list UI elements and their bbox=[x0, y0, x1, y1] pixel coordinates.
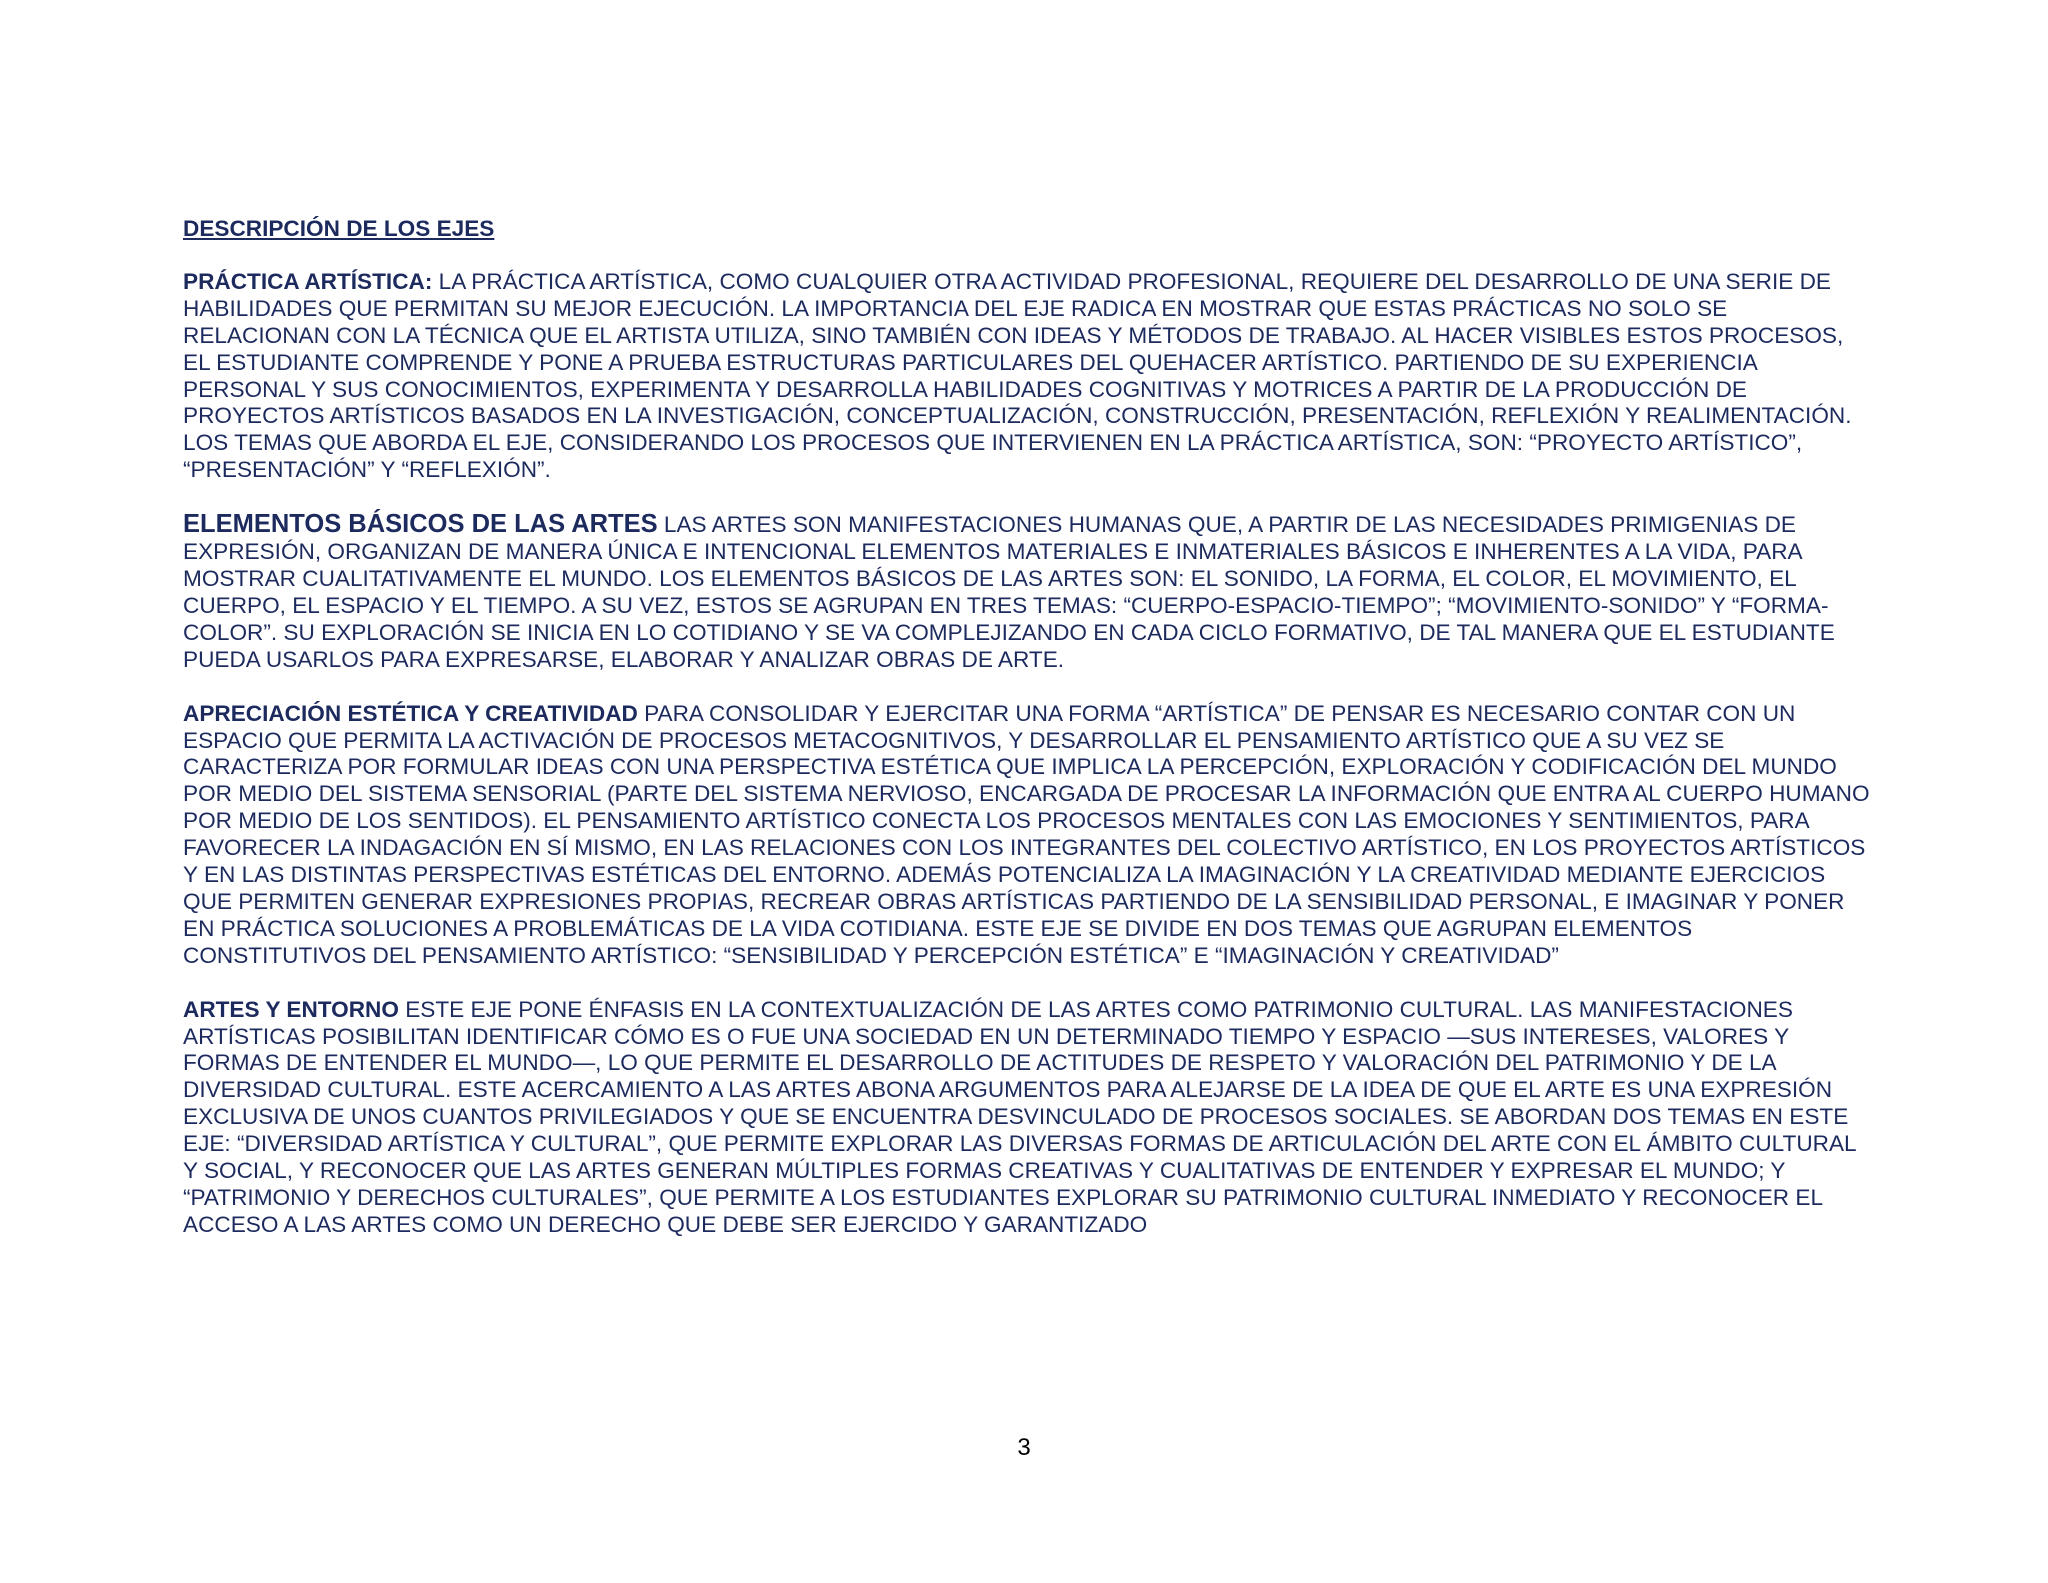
section-title: ELEMENTOS BÁSICOS DE LAS ARTES bbox=[183, 510, 658, 539]
page-number: 3 bbox=[1017, 1434, 1031, 1461]
document-content bbox=[183, 216, 1873, 1266]
section-body: ESTE EJE PONE ÉNFASIS EN LA CONTEXTUALIZACIÓN DE LAS ARTES COMO PATRIMONIO CULTURAL. LAS MANIFESTACIONES ARTÍSTICAS POSIBILITAN IDENTIFICAR CÓMO ES O FUE UNA SOCIEDAD EN UN DETERMINADO TIEMPO Y ESPACIO —SUS INTERESES, VALORES Y FORMAS DE ENTENDER EL MUNDO—, LO QUE PERMITE EL DESARROLLO DE ACTITUDES DE RESPETO Y VALORACIÓN DEL PATRIMONIO Y DE LA DIVERSIDAD CULTURAL. ESTE ACERCAMIENTO A LAS ARTES ABONA ARGUMENTOS PARA ALEJARSE DE LA IDEA DE QUE EL ARTE ES UNA EXPRESIÓN EXCLUSIVA DE UNOS CUANTOS PRIVILEGIADOS Y QUE SE ENCUENTRA DESVINCULADO DE PROCESOS SOCIALES. SE ABORDAN DOS TEMAS EN ESTE EJE: “DIVERSIDAD ARTÍSTICA Y CULTURAL”, QUE PERMITE EXPLORAR LAS DIVERSAS FORMAS DE ARTICULACIÓN DEL ARTE CON EL ÁMBITO CULTURAL Y SOCIAL, Y RECONOCER QUE LAS ARTES GENERAN MÚLTIPLES FORMAS CREATIVAS Y CUALITATIVAS DE ENTENDER Y EXPRESAR EL MUNDO; Y “PATRIMONIO Y DERECHOS CULTURALES”, QUE PERMITE A LOS ESTUDIANTES EXPLORAR SU PATRIMONIO CULTURAL INMEDIATO Y RECONOCER EL ACCESO A LAS ARTES COMO UN DERECHO QUE DEBE SER EJERCIDO Y GARANTIZADO bbox=[183, 996, 1856, 1237]
section-title: ARTES Y ENTORNO bbox=[183, 996, 399, 1022]
section-practica-artistica bbox=[183, 269, 1873, 484]
section-body: LA PRÁCTICA ARTÍSTICA, COMO CUALQUIER OTRA ACTIVIDAD PROFESIONAL, REQUIERE DEL DESARROLLO DE UNA SERIE DE HABILIDADES QUE PERMITAN SU MEJOR EJECUCIÓN. LA IMPORTANCIA DEL EJE RADICA EN MOSTRAR QUE ESTAS PRÁCTICAS NO SOLO SE RELACIONAN CON LA TÉCNICA QUE EL ARTISTA UTILIZA, SINO TAMBIÉN CON IDEAS Y MÉTODOS DE TRABAJO. AL HACER VISIBLES ESTOS PROCESOS, EL ESTUDIANTE COMPRENDE Y PONE A PRUEBA ESTRUCTURAS PARTICULARES DEL QUEHACER ARTÍSTICO. PARTIENDO DE SU EXPERIENCIA PERSONAL Y SUS CONOCIMIENTOS, EXPERIMENTA Y DESARROLLA HABILIDADES COGNITIVAS Y MOTRICES A PARTIR DE LA PRODUCCIÓN DE PROYECTOS ARTÍSTICOS BASADOS EN LA INVESTIGACIÓN, CONCEPTUALIZACIÓN, CONSTRUCCIÓN, PRESENTACIÓN, REFLEXIÓN Y REALIMENTACIÓN. LOS TEMAS QUE ABORDA EL EJE, CONSIDERANDO LOS PROCESOS QUE INTERVIENEN EN LA PRÁCTICA ARTÍSTICA, SON: “PROYECTO ARTÍSTICO”, “PRESENTACIÓN” Y “REFLEXIÓN”. bbox=[183, 268, 1852, 483]
section-elementos-basicos bbox=[183, 511, 1873, 673]
document-heading: DESCRIPCIÓN DE LOS EJES bbox=[183, 216, 495, 241]
section-title: PRÁCTICA ARTÍSTICA: bbox=[183, 268, 433, 294]
section-body: LAS ARTES SON MANIFESTACIONES HUMANAS QUE, A PARTIR DE LAS NECESIDADES PRIMIGENIAS DE EXPRESIÓN, ORGANIZAN DE MANERA ÚNICA E INTENCIONAL ELEMENTOS MATERIALES E INMATERIALES BÁSICOS E INHERENTES A LA VIDA, PARA MOSTRAR CUALITATIVAMENTE EL MUNDO. LOS ELEMENTOS BÁSICOS DE LAS ARTES SON: EL SONIDO, LA FORMA, EL COLOR, EL MOVIMIENTO, EL CUERPO, EL ESPACIO Y EL TIEMPO. A SU VEZ, ESTOS SE AGRUPAN EN TRES TEMAS: “CUERPO-ESPACIO-TIEMPO”; “MOVIMIENTO-SONIDO” Y “FORMA-COLOR”. SU EXPLORACIÓN SE INICIA EN LO COTIDIANO Y SE VA COMPLEJIZANDO EN CADA CICLO FORMATIVO, DE TAL MANERA QUE EL ESTUDIANTE PUEDA USARLOS PARA EXPRESARSE, ELABORAR Y ANALIZAR OBRAS DE ARTE. bbox=[183, 512, 1835, 672]
section-artes-y-entorno bbox=[183, 997, 1873, 1239]
section-body: PARA CONSOLIDAR Y EJERCITAR UNA FORMA “ARTÍSTICA” DE PENSAR ES NECESARIO CONTAR CON UN ESPACIO QUE PERMITA LA ACTIVACIÓN DE PROCESOS METACOGNITIVOS, Y DESARROLLAR EL PENSAMIENTO ARTÍSTICO QUE A SU VEZ SE CARACTERIZA POR FORMULAR IDEAS CON UNA PERSPECTIVA ESTÉTICA QUE IMPLICA LA PERCEPCIÓN, EXPLORACIÓN Y CODIFICACIÓN DEL MUNDO POR MEDIO DEL SISTEMA SENSORIAL (PARTE DEL SISTEMA NERVIOSO, ENCARGADA DE PROCESAR LA INFORMACIÓN QUE ENTRA AL CUERPO HUMANO POR MEDIO DE LOS SENTIDOS). EL PENSAMIENTO ARTÍSTICO CONECTA LOS PROCESOS MENTALES CON LAS EMOCIONES Y SENTIMIENTOS, PARA FAVORECER LA INDAGACIÓN EN SÍ MISMO, EN LAS RELACIONES CON LOS INTEGRANTES DEL COLECTIVO ARTÍSTICO, EN LOS PROYECTOS ARTÍSTICOS Y EN LAS DISTINTAS PERSPECTIVAS ESTÉTICAS DEL ENTORNO. ADEMÁS POTENCIALIZA LA IMAGINACIÓN Y LA CREATIVIDAD MEDIANTE EJERCICIOS QUE PERMITEN GENERAR EXPRESIONES PROPIAS, RECREAR OBRAS ARTÍSTICAS PARTIENDO DE LA SENSIBILIDAD PERSONAL, E IMAGINAR Y PONER EN PRÁCTICA SOLUCIONES A PROBLEMÁTICAS DE LA VIDA COTIDIANA. ESTE EJE SE DIVIDE EN DOS TEMAS QUE AGRUPAN ELEMENTOS CONSTITUTIVOS DEL PENSAMIENTO ARTÍSTICO: “SENSIBILIDAD Y PERCEPCIÓN ESTÉTICA” E “IMAGINACIÓN Y CREATIVIDAD” bbox=[183, 700, 1870, 968]
section-apreciacion-estetica bbox=[183, 701, 1873, 970]
section-title: APRECIACIÓN ESTÉTICA Y CREATIVIDAD bbox=[183, 700, 638, 726]
